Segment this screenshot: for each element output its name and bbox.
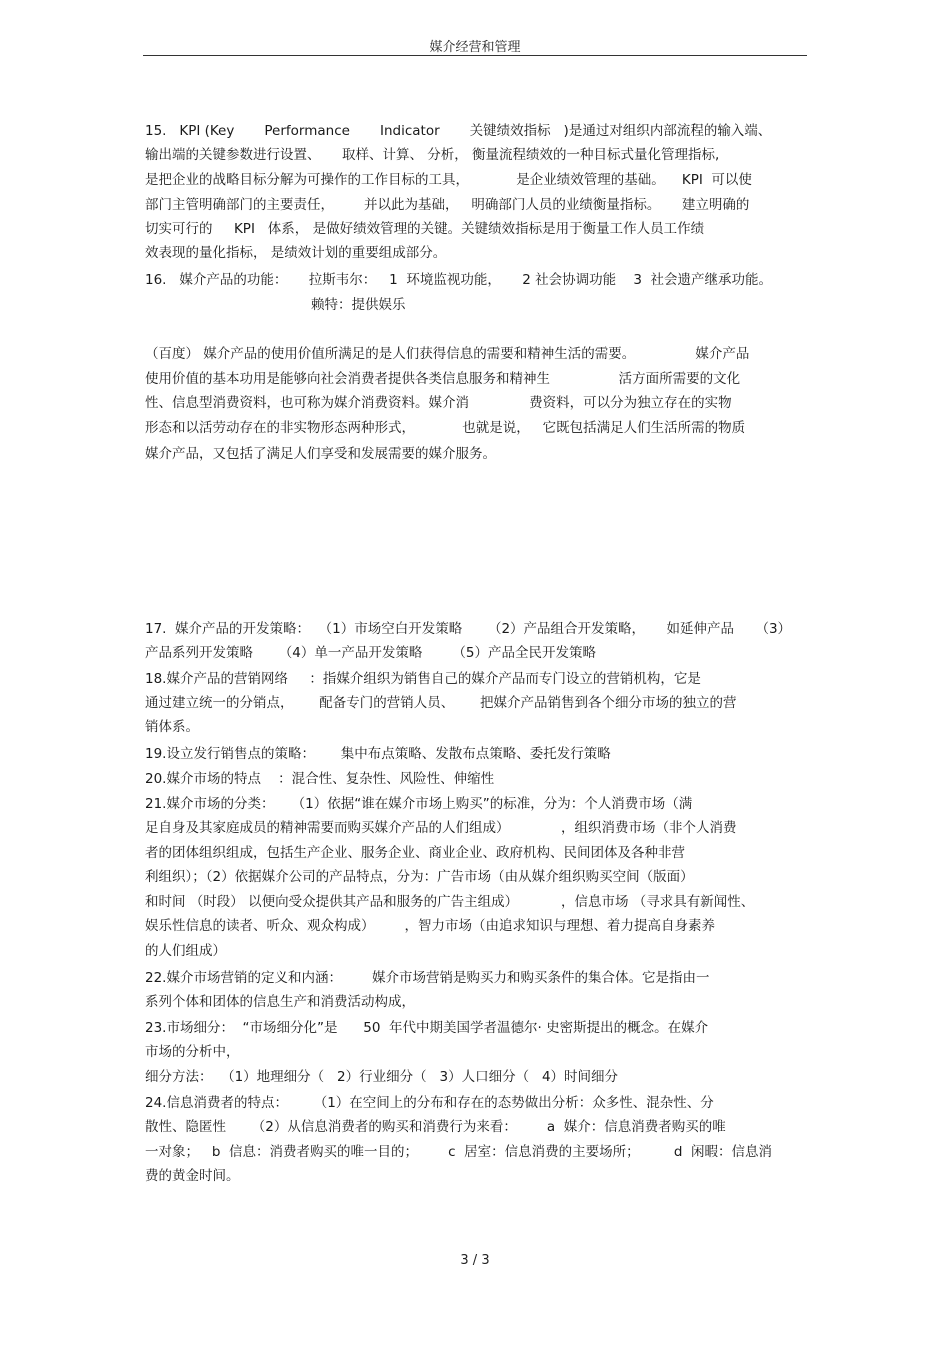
- text-line: 19.设立发行销售点的策略： 集中布点策略、发散布点策略、委托发行策略: [145, 746, 611, 762]
- text-line: 切实可行的 KPI 体系， 是做好绩效管理的关键。关键绩效指标是用于衡量工作人员工作绩: [145, 221, 705, 237]
- text-line: 部门主管明确部门的主要责任， 并以此为基础， 明确部门人员的业绩衡量指标。 建立明确的: [145, 197, 750, 213]
- text-line: 散性、隐匿性 （2）从信息消费者的购买和消费行为来看： a 媒介：信息消费者购买的唯: [145, 1119, 726, 1135]
- text-line: 17. 媒介产品的开发策略： （1）市场空白开发策略 （2）产品组合开发策略， 如延伸产品 （3）: [145, 621, 792, 637]
- text-line: 16. 媒介产品的功能： 拉斯韦尔： 1 环境监视功能， 2 社会协调功能 3 社会遗产继承功能。: [145, 272, 773, 288]
- page-header-title: 媒介经营和管理: [429, 40, 521, 55]
- text-line: 细分方法： （1）地理细分（ 2）行业细分（ 3）人口细分（ 4）时间细分: [145, 1069, 619, 1085]
- text-line: 赖特：提供娱乐: [311, 297, 406, 313]
- text-line: 和时间 （时段） 以便向受众提供其产品和服务的广告主组成） ，信息市场 （寻求具有新闻性、: [145, 894, 755, 910]
- text-line: 形态和以活劳动存在的非实物形态两种形式， 也就是说， 它既包括满足人们生活所需的物质: [145, 420, 746, 436]
- text-line: 足自身及其家庭成员的精神需要而购买媒介产品的人们组成） ，组织消费市场（非个人消费: [145, 820, 737, 836]
- text-line: 利组织）；（2）依据媒介公司的产品特点，分为：广告市场（由从媒介组织购买空间（版面）: [145, 869, 694, 885]
- text-line: 媒介产品，又包括了满足人们享受和发展需要的媒介服务。: [145, 446, 496, 462]
- text-line: 费的黄金时间。: [145, 1168, 240, 1184]
- text-line: 通过建立统一的分销点， 配备专门的营销人员、 把媒介产品销售到各个细分市场的独立的营: [145, 695, 737, 711]
- text-line: 娱乐性信息的读者、听众、观众构成） ，智力市场（由追求知识与理想、着力提高自身素养: [145, 918, 716, 934]
- text-line: 使用价值的基本功用是能够向社会消费者提供各类信息服务和精神生 活方面所需要的文化: [145, 371, 741, 387]
- text-line: 者的团体组织组成，包括生产企业、服务企业、商业企业、政府机构、民间团体及各种非营: [145, 845, 685, 861]
- text-line: 性、信息型消费资料，也可称为媒介消费资料。媒介消 费资料，可以分为独立存在的实物: [145, 395, 732, 411]
- text-line: 21.媒介市场的分类： （1）依据“谁在媒介市场上购买”的标准，分为：个人消费市场（满: [145, 796, 693, 812]
- text-line: 23.市场细分： “市场细分化”是 50 年代中期美国学者温德尔· 史密斯提出的概念。在媒介: [145, 1020, 709, 1036]
- text-line: 系列个体和团体的信息生产和消费活动构成，: [145, 994, 415, 1010]
- text-line: 22.媒介市场营销的定义和内涵： 媒介市场营销是购买力和购买条件的集合体。它是指由一: [145, 970, 710, 986]
- text-line: 18.媒介产品的营销网络 ：指媒介组织为销售自己的媒介产品而专门设立的营销机构，它是: [145, 671, 701, 687]
- text-line: 产品系列开发策略 （4）单一产品开发策略 （5）产品全民开发策略: [145, 645, 596, 661]
- text-line: 20.媒介市场的特点 ：混合性、复杂性、风险性、伸缩性: [145, 771, 495, 787]
- header-divider: [143, 55, 807, 56]
- text-line: 15. KPI (Key Performance Indicator 关键绩效指标 )是通过对组织内部流程的输入端、: [145, 123, 772, 139]
- text-line: （百度） 媒介产品的使用价值所满足的是人们获得信息的需要和精神生活的需要。 媒介产品: [145, 346, 750, 362]
- text-line: 销体系。: [145, 719, 199, 735]
- text-line: 的人们组成）: [145, 943, 226, 959]
- text-line: 24.信息消费者的特点： （1）在空间上的分布和存在的态势做出分析：众多性、混杂性、分: [145, 1095, 714, 1111]
- text-line: 输出端的关键参数进行设置、 取样、计算、 分析， 衡量流程绩效的一种目标式量化管理指标,: [145, 147, 720, 163]
- text-line: 市场的分析中，: [145, 1044, 240, 1060]
- text-line: 是把企业的战略目标分解为可操作的工作目标的工具， 是企业绩效管理的基础。 KPI 可以使: [145, 172, 752, 188]
- page-number: 3 / 3: [460, 1253, 490, 1268]
- text-line: 效表现的量化指标， 是绩效计划的重要组成部分。: [145, 245, 447, 261]
- text-line: 一对象； b 信息：消费者购买的唯一目的； c 居室：信息消费的主要场所； d 闲暇：信息消: [145, 1144, 773, 1160]
